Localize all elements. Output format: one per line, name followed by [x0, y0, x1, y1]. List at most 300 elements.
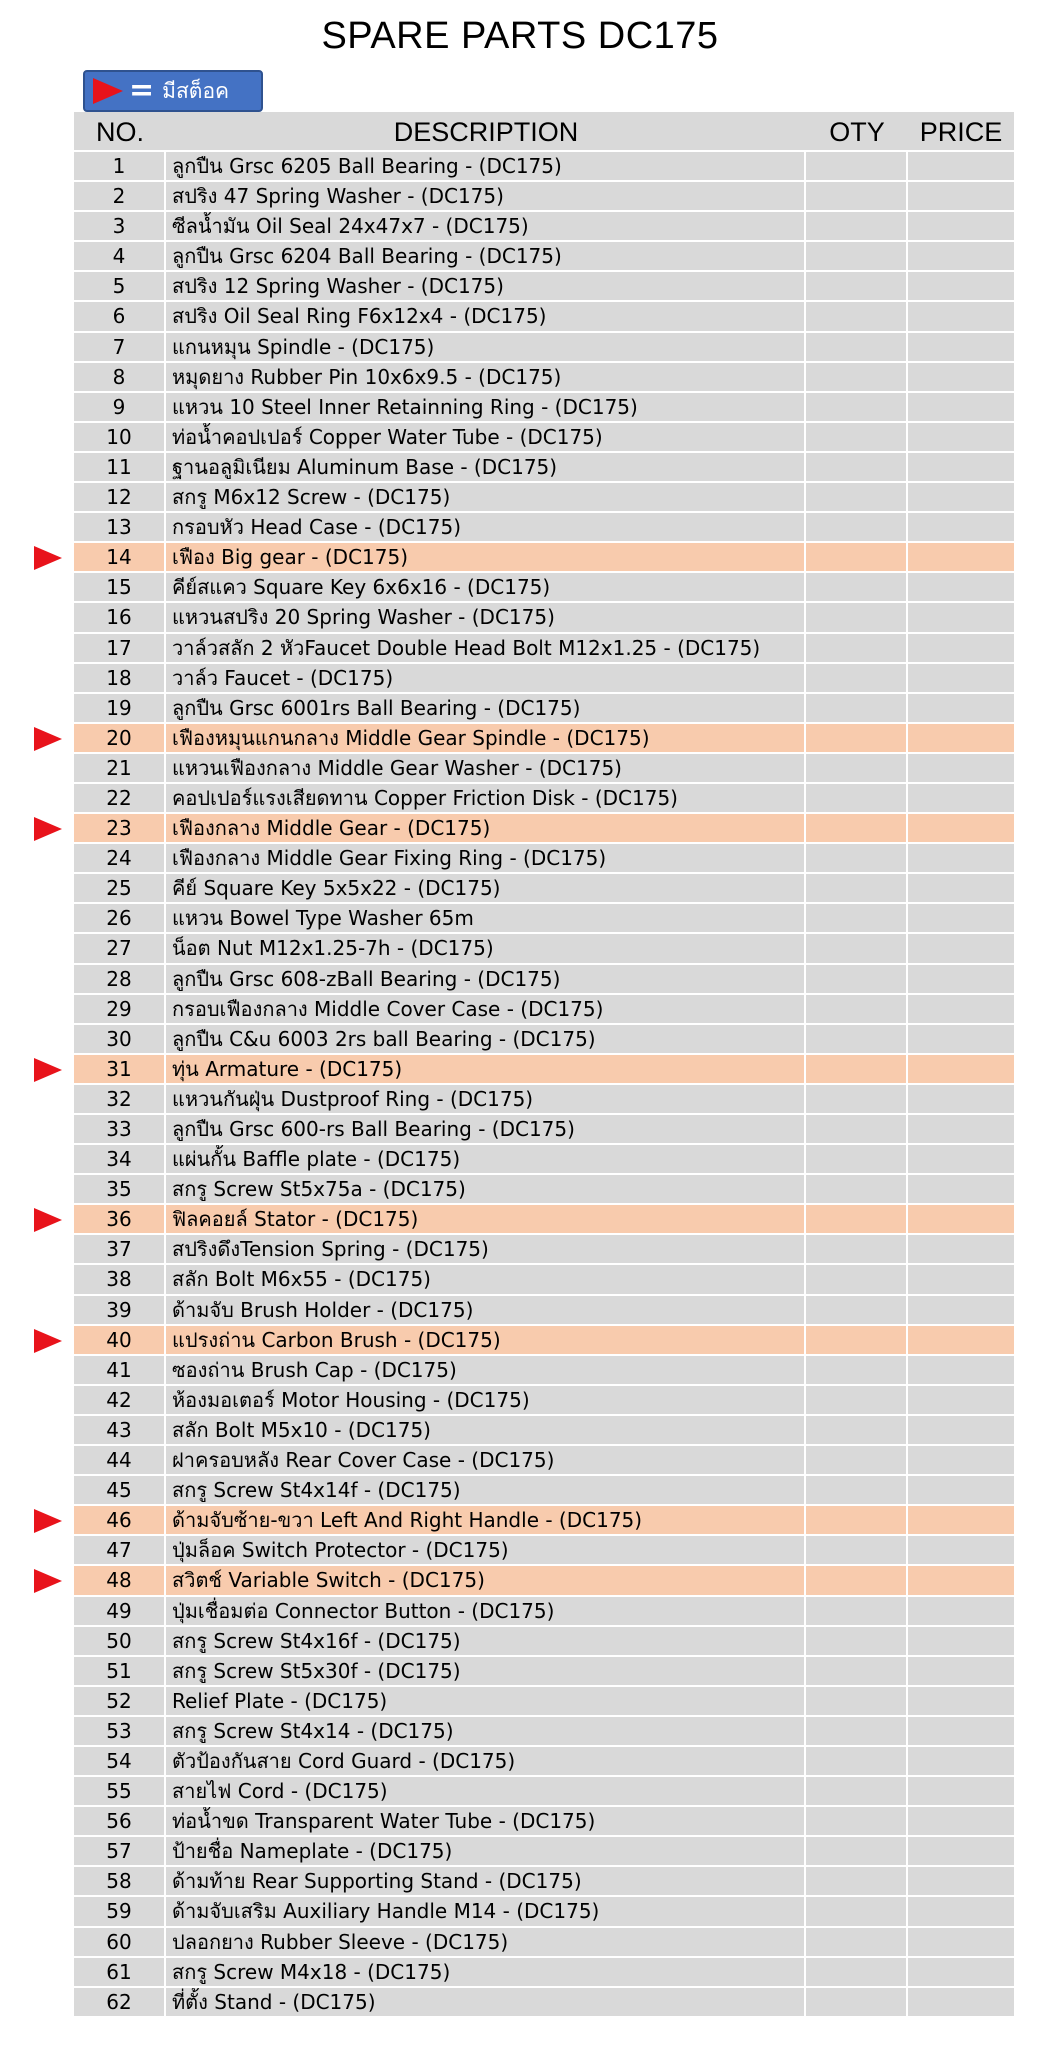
- cell-no: 55: [74, 1777, 166, 1805]
- table-row: [74, 1897, 1014, 1927]
- cell-description: ลูกปืน Grsc 608-zBall Bearing - (DC175): [166, 965, 806, 993]
- cell-qty: [806, 302, 908, 330]
- cell-description: ปุ่มเชื่อมต่อ Connector Button - (DC175): [166, 1597, 806, 1625]
- cell-qty: [806, 844, 908, 872]
- cell-no: 1: [74, 152, 166, 180]
- cell-description: แกนหมุน Spindle - (DC175): [166, 333, 806, 361]
- cell-qty: [806, 1265, 908, 1293]
- cell-no: 42: [74, 1386, 166, 1414]
- cell-no: 32: [74, 1085, 166, 1113]
- cell-no: 10: [74, 423, 166, 451]
- cell-price: [908, 724, 1014, 752]
- cell-description: กรอบเฟืองกลาง Middle Cover Case - (DC175): [166, 995, 806, 1023]
- table-row: [74, 1386, 1014, 1416]
- legend-label: มีสต็อค: [162, 78, 230, 103]
- table-row: [74, 272, 1014, 302]
- cell-description: ทุ่น Armature - (DC175): [166, 1055, 806, 1083]
- cell-no: 57: [74, 1837, 166, 1865]
- cell-no: 53: [74, 1717, 166, 1745]
- cell-description: ห้องมอเตอร์ Motor Housing - (DC175): [166, 1386, 806, 1414]
- table-row: [74, 664, 1014, 694]
- cell-qty: [806, 1897, 908, 1925]
- cell-price: [908, 393, 1014, 421]
- cell-price: [908, 1175, 1014, 1203]
- cell-qty: [806, 1025, 908, 1053]
- cell-description: สปริง Oil Seal Ring F6x12x4 - (DC175): [166, 302, 806, 330]
- page-title: SPARE PARTS DC175: [321, 15, 719, 57]
- cell-no: 4: [74, 242, 166, 270]
- cell-qty: [806, 483, 908, 511]
- cell-no: 14: [74, 543, 166, 571]
- table-row: [74, 1958, 1014, 1988]
- table-header: [74, 112, 1014, 152]
- cell-price: [908, 333, 1014, 361]
- cell-price: [908, 814, 1014, 842]
- cell-qty: [806, 1687, 908, 1715]
- cell-no: 59: [74, 1897, 166, 1925]
- cell-description: ท่อน้ำคอปเปอร์ Copper Water Tube - (DC175): [166, 423, 806, 451]
- cell-description: สกรู Screw M4x18 - (DC175): [166, 1958, 806, 1986]
- cell-description: แหวนเฟืองกลาง Middle Gear Washer - (DC175): [166, 754, 806, 782]
- table-row: [74, 1145, 1014, 1175]
- cell-no: 15: [74, 573, 166, 601]
- cell-description: ฝาครอบหลัง Rear Cover Case - (DC175): [166, 1446, 806, 1474]
- cell-price: [908, 934, 1014, 962]
- cell-no: 44: [74, 1446, 166, 1474]
- header-price: PRICE: [919, 117, 1003, 147]
- cell-description: ลูกปืน C&u 6003 2rs ball Bearing - (DC175): [166, 1025, 806, 1053]
- cell-price: [908, 1536, 1014, 1564]
- in-stock-marker-icon: [34, 1058, 62, 1082]
- cell-description: ปุ่มล็อค Switch Protector - (DC175): [166, 1536, 806, 1564]
- table-body: [74, 152, 1014, 2018]
- table-row: [74, 634, 1014, 664]
- cell-no: 41: [74, 1356, 166, 1384]
- table-row: [74, 1807, 1014, 1837]
- cell-price: [908, 1205, 1014, 1233]
- cell-qty: [806, 242, 908, 270]
- cell-qty: [806, 1205, 908, 1233]
- cell-qty: [806, 1627, 908, 1655]
- table-row: [74, 1115, 1014, 1145]
- cell-qty: [806, 664, 908, 692]
- cell-no: 29: [74, 995, 166, 1023]
- cell-no: 6: [74, 302, 166, 330]
- cell-qty: [806, 1657, 908, 1685]
- table-row: [74, 212, 1014, 242]
- cell-price: [908, 1897, 1014, 1925]
- cell-price: [908, 453, 1014, 481]
- cell-qty: [806, 904, 908, 932]
- cell-description: ด้ามจับซ้าย-ขวา Left And Right Handle - (DC175): [166, 1506, 806, 1534]
- cell-description: ฐานอลูมิเนียม Aluminum Base - (DC175): [166, 453, 806, 481]
- stock-legend: [83, 70, 263, 112]
- table-row: [74, 393, 1014, 423]
- cell-price: [908, 513, 1014, 541]
- cell-description: คีย์ Square Key 5x5x22 - (DC175): [166, 874, 806, 902]
- table-row: [74, 754, 1014, 784]
- cell-qty: [806, 1566, 908, 1594]
- cell-qty: [806, 1536, 908, 1564]
- cell-price: [908, 1446, 1014, 1474]
- table-row: [74, 573, 1014, 603]
- table-row: [74, 1085, 1014, 1115]
- cell-price: [908, 423, 1014, 451]
- cell-no: 20: [74, 724, 166, 752]
- table-row: [74, 1265, 1014, 1295]
- cell-no: 21: [74, 754, 166, 782]
- cell-price: [908, 1265, 1014, 1293]
- cell-description: ที่ตั้ง Stand - (DC175): [166, 1988, 806, 2016]
- cell-qty: [806, 874, 908, 902]
- cell-price: [908, 664, 1014, 692]
- cell-no: 45: [74, 1476, 166, 1504]
- table-row: [74, 1025, 1014, 1055]
- cell-description: สกรู Screw St4x14f - (DC175): [166, 1476, 806, 1504]
- cell-no: 12: [74, 483, 166, 511]
- cell-price: [908, 1235, 1014, 1263]
- table-row: [74, 1416, 1014, 1446]
- table-row: [74, 242, 1014, 272]
- table-row: [74, 1837, 1014, 1867]
- cell-qty: [806, 1597, 908, 1625]
- cell-price: [908, 1807, 1014, 1835]
- cell-qty: [806, 393, 908, 421]
- cell-price: [908, 242, 1014, 270]
- cell-no: 13: [74, 513, 166, 541]
- cell-no: 8: [74, 363, 166, 391]
- cell-description: วาล์วสลัก 2 หัวFaucet Double Head Bolt M12x1.25 - (DC175): [166, 634, 806, 662]
- cell-qty: [806, 1958, 908, 1986]
- cell-qty: [806, 1175, 908, 1203]
- cell-no: 38: [74, 1265, 166, 1293]
- table-row: [74, 1235, 1014, 1265]
- cell-description: แหวนกันฝุ่น Dustproof Ring - (DC175): [166, 1085, 806, 1113]
- cell-qty: [806, 1928, 908, 1956]
- cell-no: 26: [74, 904, 166, 932]
- cell-no: 22: [74, 784, 166, 812]
- cell-price: [908, 1867, 1014, 1895]
- in-stock-marker-icon: [34, 1329, 62, 1353]
- cell-description: สกรู Screw St4x14 - (DC175): [166, 1717, 806, 1745]
- cell-qty: [806, 634, 908, 662]
- cell-qty: [806, 1386, 908, 1414]
- cell-no: 39: [74, 1296, 166, 1324]
- cell-description: Relief Plate - (DC175): [166, 1687, 806, 1715]
- cell-no: 34: [74, 1145, 166, 1173]
- cell-price: [908, 784, 1014, 812]
- cell-qty: [806, 543, 908, 571]
- cell-no: 30: [74, 1025, 166, 1053]
- cell-no: 43: [74, 1416, 166, 1444]
- cell-price: [908, 573, 1014, 601]
- table-row: [74, 1597, 1014, 1627]
- cell-qty: [806, 573, 908, 601]
- cell-price: [908, 1777, 1014, 1805]
- cell-price: [908, 1627, 1014, 1655]
- cell-no: 23: [74, 814, 166, 842]
- cell-description: แผ่นกั้น Baffle plate - (DC175): [166, 1145, 806, 1173]
- cell-price: [908, 1115, 1014, 1143]
- cell-qty: [806, 1717, 908, 1745]
- cell-price: [908, 1326, 1014, 1354]
- cell-qty: [806, 995, 908, 1023]
- table-row: [74, 1747, 1014, 1777]
- cell-description: สกรู Screw St5x75a - (DC175): [166, 1175, 806, 1203]
- cell-no: 2: [74, 182, 166, 210]
- cell-no: 46: [74, 1506, 166, 1534]
- cell-price: [908, 844, 1014, 872]
- cell-no: 49: [74, 1597, 166, 1625]
- cell-price: [908, 1988, 1014, 2016]
- cell-price: [908, 212, 1014, 240]
- cell-no: 48: [74, 1566, 166, 1594]
- cell-qty: [806, 724, 908, 752]
- cell-no: 47: [74, 1536, 166, 1564]
- cell-qty: [806, 694, 908, 722]
- table-row: [74, 1205, 1014, 1235]
- cell-price: [908, 603, 1014, 631]
- cell-price: [908, 694, 1014, 722]
- cell-qty: [806, 1747, 908, 1775]
- cell-price: [908, 1506, 1014, 1534]
- cell-no: 33: [74, 1115, 166, 1143]
- table-row: [74, 453, 1014, 483]
- cell-description: น็อต Nut M12x1.25-7h - (DC175): [166, 934, 806, 962]
- table-row: [74, 603, 1014, 633]
- cell-qty: [806, 784, 908, 812]
- table-row: [74, 1717, 1014, 1747]
- cell-no: 36: [74, 1205, 166, 1233]
- table-row: [74, 302, 1014, 332]
- table-row: [74, 1867, 1014, 1897]
- in-stock-marker-icon: [34, 727, 62, 751]
- table-row: [74, 1356, 1014, 1386]
- cell-price: [908, 363, 1014, 391]
- cell-price: [908, 1958, 1014, 1986]
- cell-price: [908, 634, 1014, 662]
- cell-description: คีย์สแคว Square Key 6x6x16 - (DC175): [166, 573, 806, 601]
- cell-price: [908, 965, 1014, 993]
- table-row: [74, 995, 1014, 1025]
- cell-description: สายไฟ Cord - (DC175): [166, 1777, 806, 1805]
- cell-qty: [806, 1446, 908, 1474]
- table-row: [74, 543, 1014, 573]
- in-stock-marker-icon: [34, 1569, 62, 1593]
- cell-no: 50: [74, 1627, 166, 1655]
- cell-price: [908, 1416, 1014, 1444]
- cell-no: 19: [74, 694, 166, 722]
- cell-price: [908, 754, 1014, 782]
- table-row: [74, 1928, 1014, 1958]
- cell-no: 52: [74, 1687, 166, 1715]
- cell-no: 25: [74, 874, 166, 902]
- cell-description: สกรู Screw St5x30f - (DC175): [166, 1657, 806, 1685]
- table-row: [74, 965, 1014, 995]
- cell-qty: [806, 1988, 908, 2016]
- cell-qty: [806, 1837, 908, 1865]
- cell-price: [908, 1566, 1014, 1594]
- table-row: [74, 1988, 1014, 2018]
- table-row: [74, 1326, 1014, 1356]
- table-row: [74, 724, 1014, 754]
- cell-no: 60: [74, 1928, 166, 1956]
- cell-price: [908, 1597, 1014, 1625]
- cell-description: แปรงถ่าน Carbon Brush - (DC175): [166, 1326, 806, 1354]
- cell-description: สลัก Bolt M6x55 - (DC175): [166, 1265, 806, 1293]
- header-no: NO.: [95, 117, 144, 147]
- cell-qty: [806, 1867, 908, 1895]
- cell-qty: [806, 423, 908, 451]
- cell-qty: [806, 603, 908, 631]
- cell-qty: [806, 1326, 908, 1354]
- cell-qty: [806, 1777, 908, 1805]
- cell-price: [908, 995, 1014, 1023]
- table-row: [74, 1627, 1014, 1657]
- table-row: [74, 814, 1014, 844]
- cell-qty: [806, 1145, 908, 1173]
- cell-qty: [806, 182, 908, 210]
- cell-qty: [806, 754, 908, 782]
- cell-description: ซีลน้ำมัน Oil Seal 24x47x7 - (DC175): [166, 212, 806, 240]
- table-row: [74, 1175, 1014, 1205]
- cell-price: [908, 1687, 1014, 1715]
- cell-description: สกรู Screw St4x16f - (DC175): [166, 1627, 806, 1655]
- cell-price: [908, 904, 1014, 932]
- cell-description: ลูกปืน Grsc 6205 Ball Bearing - (DC175): [166, 152, 806, 180]
- cell-no: 62: [74, 1988, 166, 2016]
- cell-no: 5: [74, 272, 166, 300]
- table-row: [74, 483, 1014, 513]
- cell-no: 18: [74, 664, 166, 692]
- table-row: [74, 1777, 1014, 1807]
- cell-description: ด้ามท้าย Rear Supporting Stand - (DC175): [166, 1867, 806, 1895]
- cell-no: 58: [74, 1867, 166, 1895]
- cell-description: สลัก Bolt M5x10 - (DC175): [166, 1416, 806, 1444]
- header-qty: OTY: [829, 117, 885, 147]
- cell-description: ด้ามจับเสริม Auxiliary Handle M14 - (DC175): [166, 1897, 806, 1925]
- cell-qty: [806, 1506, 908, 1534]
- table-row: [74, 1566, 1014, 1596]
- table-row: [74, 784, 1014, 814]
- cell-qty: [806, 1055, 908, 1083]
- table-row: [74, 1296, 1014, 1326]
- cell-no: 56: [74, 1807, 166, 1835]
- cell-price: [908, 1657, 1014, 1685]
- table-row: [74, 1536, 1014, 1566]
- table-row: [74, 1687, 1014, 1717]
- cell-qty: [806, 1356, 908, 1384]
- cell-price: [908, 543, 1014, 571]
- cell-qty: [806, 1235, 908, 1263]
- table-row: [74, 1055, 1014, 1085]
- cell-qty: [806, 934, 908, 962]
- cell-qty: [806, 1807, 908, 1835]
- in-stock-marker-icon: [34, 1208, 62, 1232]
- cell-description: ฟิลคอยล์ Stator - (DC175): [166, 1205, 806, 1233]
- cell-description: แหวนสปริง 20 Spring Washer - (DC175): [166, 603, 806, 631]
- cell-description: กรอบหัว Head Case - (DC175): [166, 513, 806, 541]
- cell-no: 3: [74, 212, 166, 240]
- cell-qty: [806, 363, 908, 391]
- cell-qty: [806, 1476, 908, 1504]
- table-row: [74, 1657, 1014, 1687]
- cell-description: แหวน Bowel Type Washer 65m: [166, 904, 806, 932]
- cell-qty: [806, 1296, 908, 1324]
- cell-no: 51: [74, 1657, 166, 1685]
- cell-description: ด้ามจับ Brush Holder - (DC175): [166, 1296, 806, 1324]
- cell-description: สกรู M6x12 Screw - (DC175): [166, 483, 806, 511]
- table-row: [74, 1476, 1014, 1506]
- in-stock-marker-icon: [34, 1509, 62, 1533]
- cell-no: 27: [74, 934, 166, 962]
- table-row: [74, 1446, 1014, 1476]
- table-row: [74, 152, 1014, 182]
- cell-price: [908, 1085, 1014, 1113]
- cell-price: [908, 1386, 1014, 1414]
- in-stock-marker-icon: [34, 817, 62, 841]
- cell-description: แหวน 10 Steel Inner Retainning Ring - (DC175): [166, 393, 806, 421]
- in-stock-marker-icon: [34, 546, 62, 570]
- cell-price: [908, 302, 1014, 330]
- cell-price: [908, 1025, 1014, 1053]
- cell-description: หมุดยาง Rubber Pin 10x6x9.5 - (DC175): [166, 363, 806, 391]
- cell-no: 37: [74, 1235, 166, 1263]
- cell-price: [908, 1747, 1014, 1775]
- cell-no: 17: [74, 634, 166, 662]
- cell-qty: [806, 212, 908, 240]
- table-row: [74, 363, 1014, 393]
- table-row: [74, 844, 1014, 874]
- cell-description: คอปเปอร์แรงเสียดทาน Copper Friction Disk - (DC175): [166, 784, 806, 812]
- cell-no: 24: [74, 844, 166, 872]
- table-row: [74, 904, 1014, 934]
- cell-price: [908, 1717, 1014, 1745]
- cell-description: สปริง 12 Spring Washer - (DC175): [166, 272, 806, 300]
- cell-price: [908, 1296, 1014, 1324]
- cell-description: สปริง 47 Spring Washer - (DC175): [166, 182, 806, 210]
- cell-description: เฟือง Big gear - (DC175): [166, 543, 806, 571]
- table-row: [74, 333, 1014, 363]
- cell-description: วาล์ว Faucet - (DC175): [166, 664, 806, 692]
- cell-qty: [806, 333, 908, 361]
- cell-description: ลูกปืน Grsc 6204 Ball Bearing - (DC175): [166, 242, 806, 270]
- cell-description: สปริงดึงTension Spring - (DC175): [166, 1235, 806, 1263]
- cell-no: 7: [74, 333, 166, 361]
- red-triangle-marker-icon: [93, 78, 123, 104]
- cell-description: เฟืองหมุนแกนกลาง Middle Gear Spindle - (DC175): [166, 724, 806, 752]
- cell-qty: [806, 272, 908, 300]
- cell-description: ปลอกยาง Rubber Sleeve - (DC175): [166, 1928, 806, 1956]
- table-row: [74, 182, 1014, 212]
- legend-equals-sign: =: [129, 73, 155, 108]
- cell-qty: [806, 1115, 908, 1143]
- cell-no: 9: [74, 393, 166, 421]
- cell-description: ลูกปืน Grsc 600-rs Ball Bearing - (DC175): [166, 1115, 806, 1143]
- cell-price: [908, 182, 1014, 210]
- cell-description: ซองถ่าน Brush Cap - (DC175): [166, 1356, 806, 1384]
- cell-price: [908, 1476, 1014, 1504]
- cell-description: เฟืองกลาง Middle Gear Fixing Ring - (DC175): [166, 844, 806, 872]
- cell-description: ท่อน้ำขด Transparent Water Tube - (DC175): [166, 1807, 806, 1835]
- cell-description: ป้ายชื่อ Nameplate - (DC175): [166, 1837, 806, 1865]
- cell-no: 28: [74, 965, 166, 993]
- cell-price: [908, 1837, 1014, 1865]
- cell-no: 16: [74, 603, 166, 631]
- cell-price: [908, 1356, 1014, 1384]
- header-description: DESCRIPTION: [393, 117, 579, 147]
- cell-qty: [806, 513, 908, 541]
